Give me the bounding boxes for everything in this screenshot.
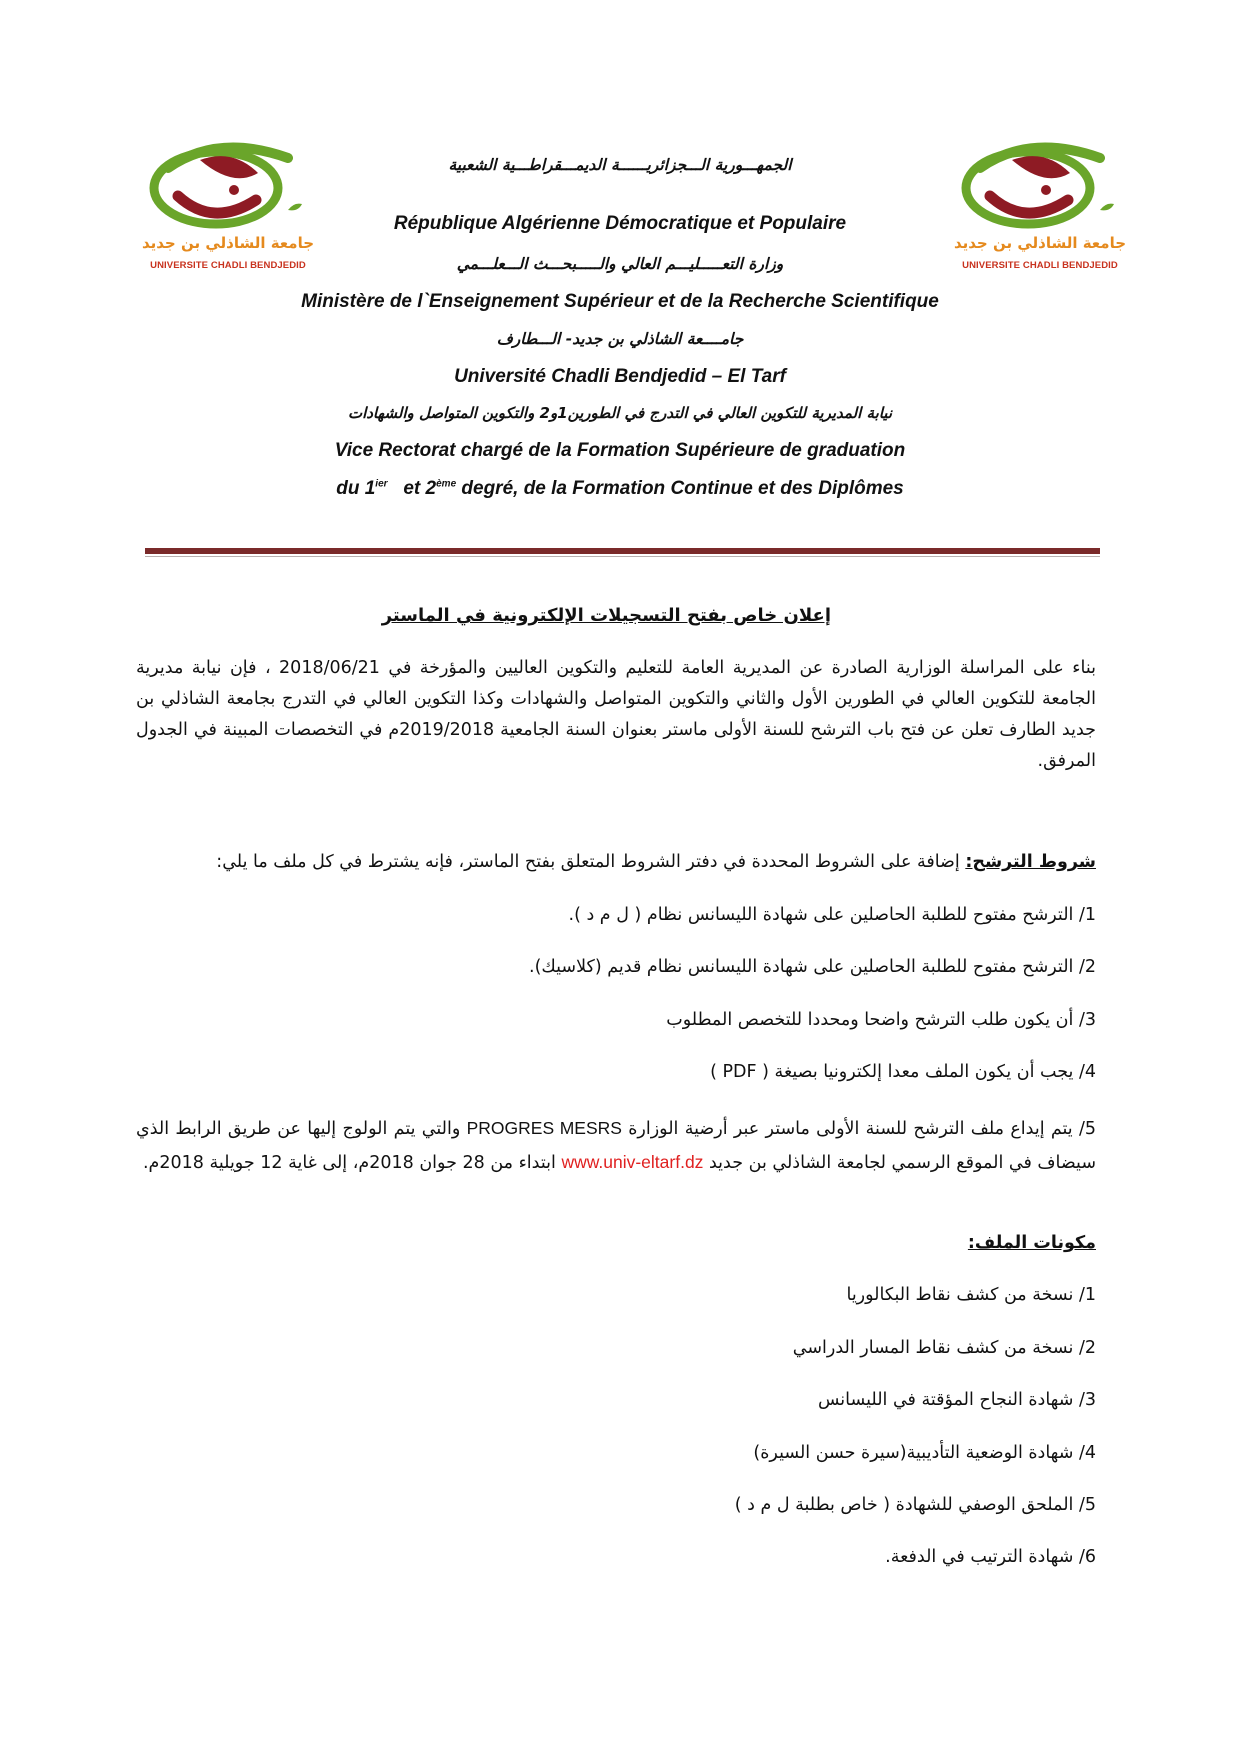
conditions-label: شروط الترشح: xyxy=(965,852,1096,872)
header-ministry-arabic: وزارة التعـــــليـــم العالي والـــــبحـــث الـــعلـــمي xyxy=(456,255,784,273)
header-vice-rectorate-arabic: نيابة المديرية للتكوين العالي في التدرج في الطورين1و2 والتكوين المتواصل والشهادات xyxy=(347,404,893,422)
header-vice-rectorate-french: Vice Rectorat chargé de la Formation Supérieure de graduation xyxy=(334,440,906,461)
logo-caption-arabic: جامعة الشاذلي بن جديد xyxy=(141,234,315,252)
file-item: 4/ شهادة الوضعية التأديبية(سيرة حسن السيرة) xyxy=(753,1443,1096,1463)
header-degree-line: du $1^{ier}$ et 2ème degré, de la Formation Continue et des Diplômes xyxy=(336,478,904,499)
conditions-heading xyxy=(216,852,1096,872)
condition-item: 1/ الترشح مفتوح للطلبة الحاصلين على شهادة الليسانس نظام ( ل م د ). xyxy=(568,905,1096,925)
header-university-arabic: جامــــعة الشاذلي بن جديد- الـــطارف xyxy=(496,330,744,348)
file-item: 3/ شهادة النجاح المؤقتة في الليسانس xyxy=(818,1390,1096,1410)
logo-caption-arabic: جامعة الشاذلي بن جديد xyxy=(953,234,1127,252)
condition-item: 4/ يجب أن يكون الملف معدا إلكترونيا بصيغة ( PDF ) xyxy=(710,1062,1096,1082)
logo-caption-french: UNIVERSITE CHADLI BENDJEDID xyxy=(150,260,306,271)
file-item: 2/ نسخة من كشف نقاط المسار الدراسي xyxy=(792,1338,1096,1358)
intro-paragraph: بناء على المراسلة الوزارية الصادرة عن المديرية العامة للتعليم والتكوين العاليين والمؤرخة في 2018/06/21 ، فإن نيابة مديرية الجامعة للتكوين العالي في الطورين الأول والثاني والتكوين المتواصل والشهادات وكذا التكوين العالي في التدرج بجامعة الشاذلي بن جديد الطارف تعلن عن فتح باب الترشح للسنة الأولى ماستر بعنوان السنة الجامعية 2019/2018م في التخصصات المبينة في الجدول المرفق. xyxy=(136,658,1096,771)
header-separator-thin xyxy=(145,556,1100,557)
header-republic-arabic: الجمهـــورية الـــجزائريــــــة الديمـــقراطـــية الشعبية xyxy=(448,156,792,174)
condition-item: 3/ أن يكون طلب الترشح واضحا ومحددا للتخصص المطلوب xyxy=(666,1010,1096,1030)
university-website-link[interactable]: www.univ-eltarf.dz xyxy=(561,1152,704,1172)
file-components-heading: مكونات الملف: xyxy=(967,1233,1096,1253)
header-university-french: Université Chadli Bendjedid – El Tarf xyxy=(454,366,786,387)
conditions-intro: إضافة على الشروط المحددة في دفتر الشروط المتعلق بفتح الماستر، فإنه يشترط في كل ملف ما يلي: xyxy=(216,852,966,872)
condition-item-5: 5/ يتم إيداع ملف الترشح للسنة الأولى ماستر عبر أرضية الوزارة PROGRES MESRS والتي يتم الولوج إليها عن طريق الرابط الذي سيضاف في الموقع الرسمي لجامعة الشاذلي بن جديد www.univ-eltarf.dz ابتداء من 28 جوان 2018م، إلى غاية 12 جويلية 2018م. xyxy=(136,1118,1096,1173)
platform-name: PROGRES MESRS xyxy=(466,1118,622,1138)
document-title: إعلان خاص بفتح التسجيلات الإلكترونية في الماستر xyxy=(381,605,831,626)
file-item: 1/ نسخة من كشف نقاط البكالوريا xyxy=(846,1285,1096,1305)
file-item: 6/ شهادة الترتيب في الدفعة. xyxy=(885,1547,1096,1567)
condition-item: 2/ الترشح مفتوح للطلبة الحاصلين على شهادة الليسانس نظام قديم (كلاسيك). xyxy=(529,957,1096,977)
header-republic-french: République Algérienne Démocratique et Populaire xyxy=(393,213,847,234)
header-ministry-french: Ministère de l`Enseignement Supérieur et de la Recherche Scientifique xyxy=(301,291,939,312)
file-item: 5/ الملحق الوصفي للشهادة ( خاص بطلبة ل م د ) xyxy=(734,1495,1096,1515)
logo-caption-french: UNIVERSITE CHADLI BENDJEDID xyxy=(962,260,1118,271)
header-separator xyxy=(145,548,1100,554)
